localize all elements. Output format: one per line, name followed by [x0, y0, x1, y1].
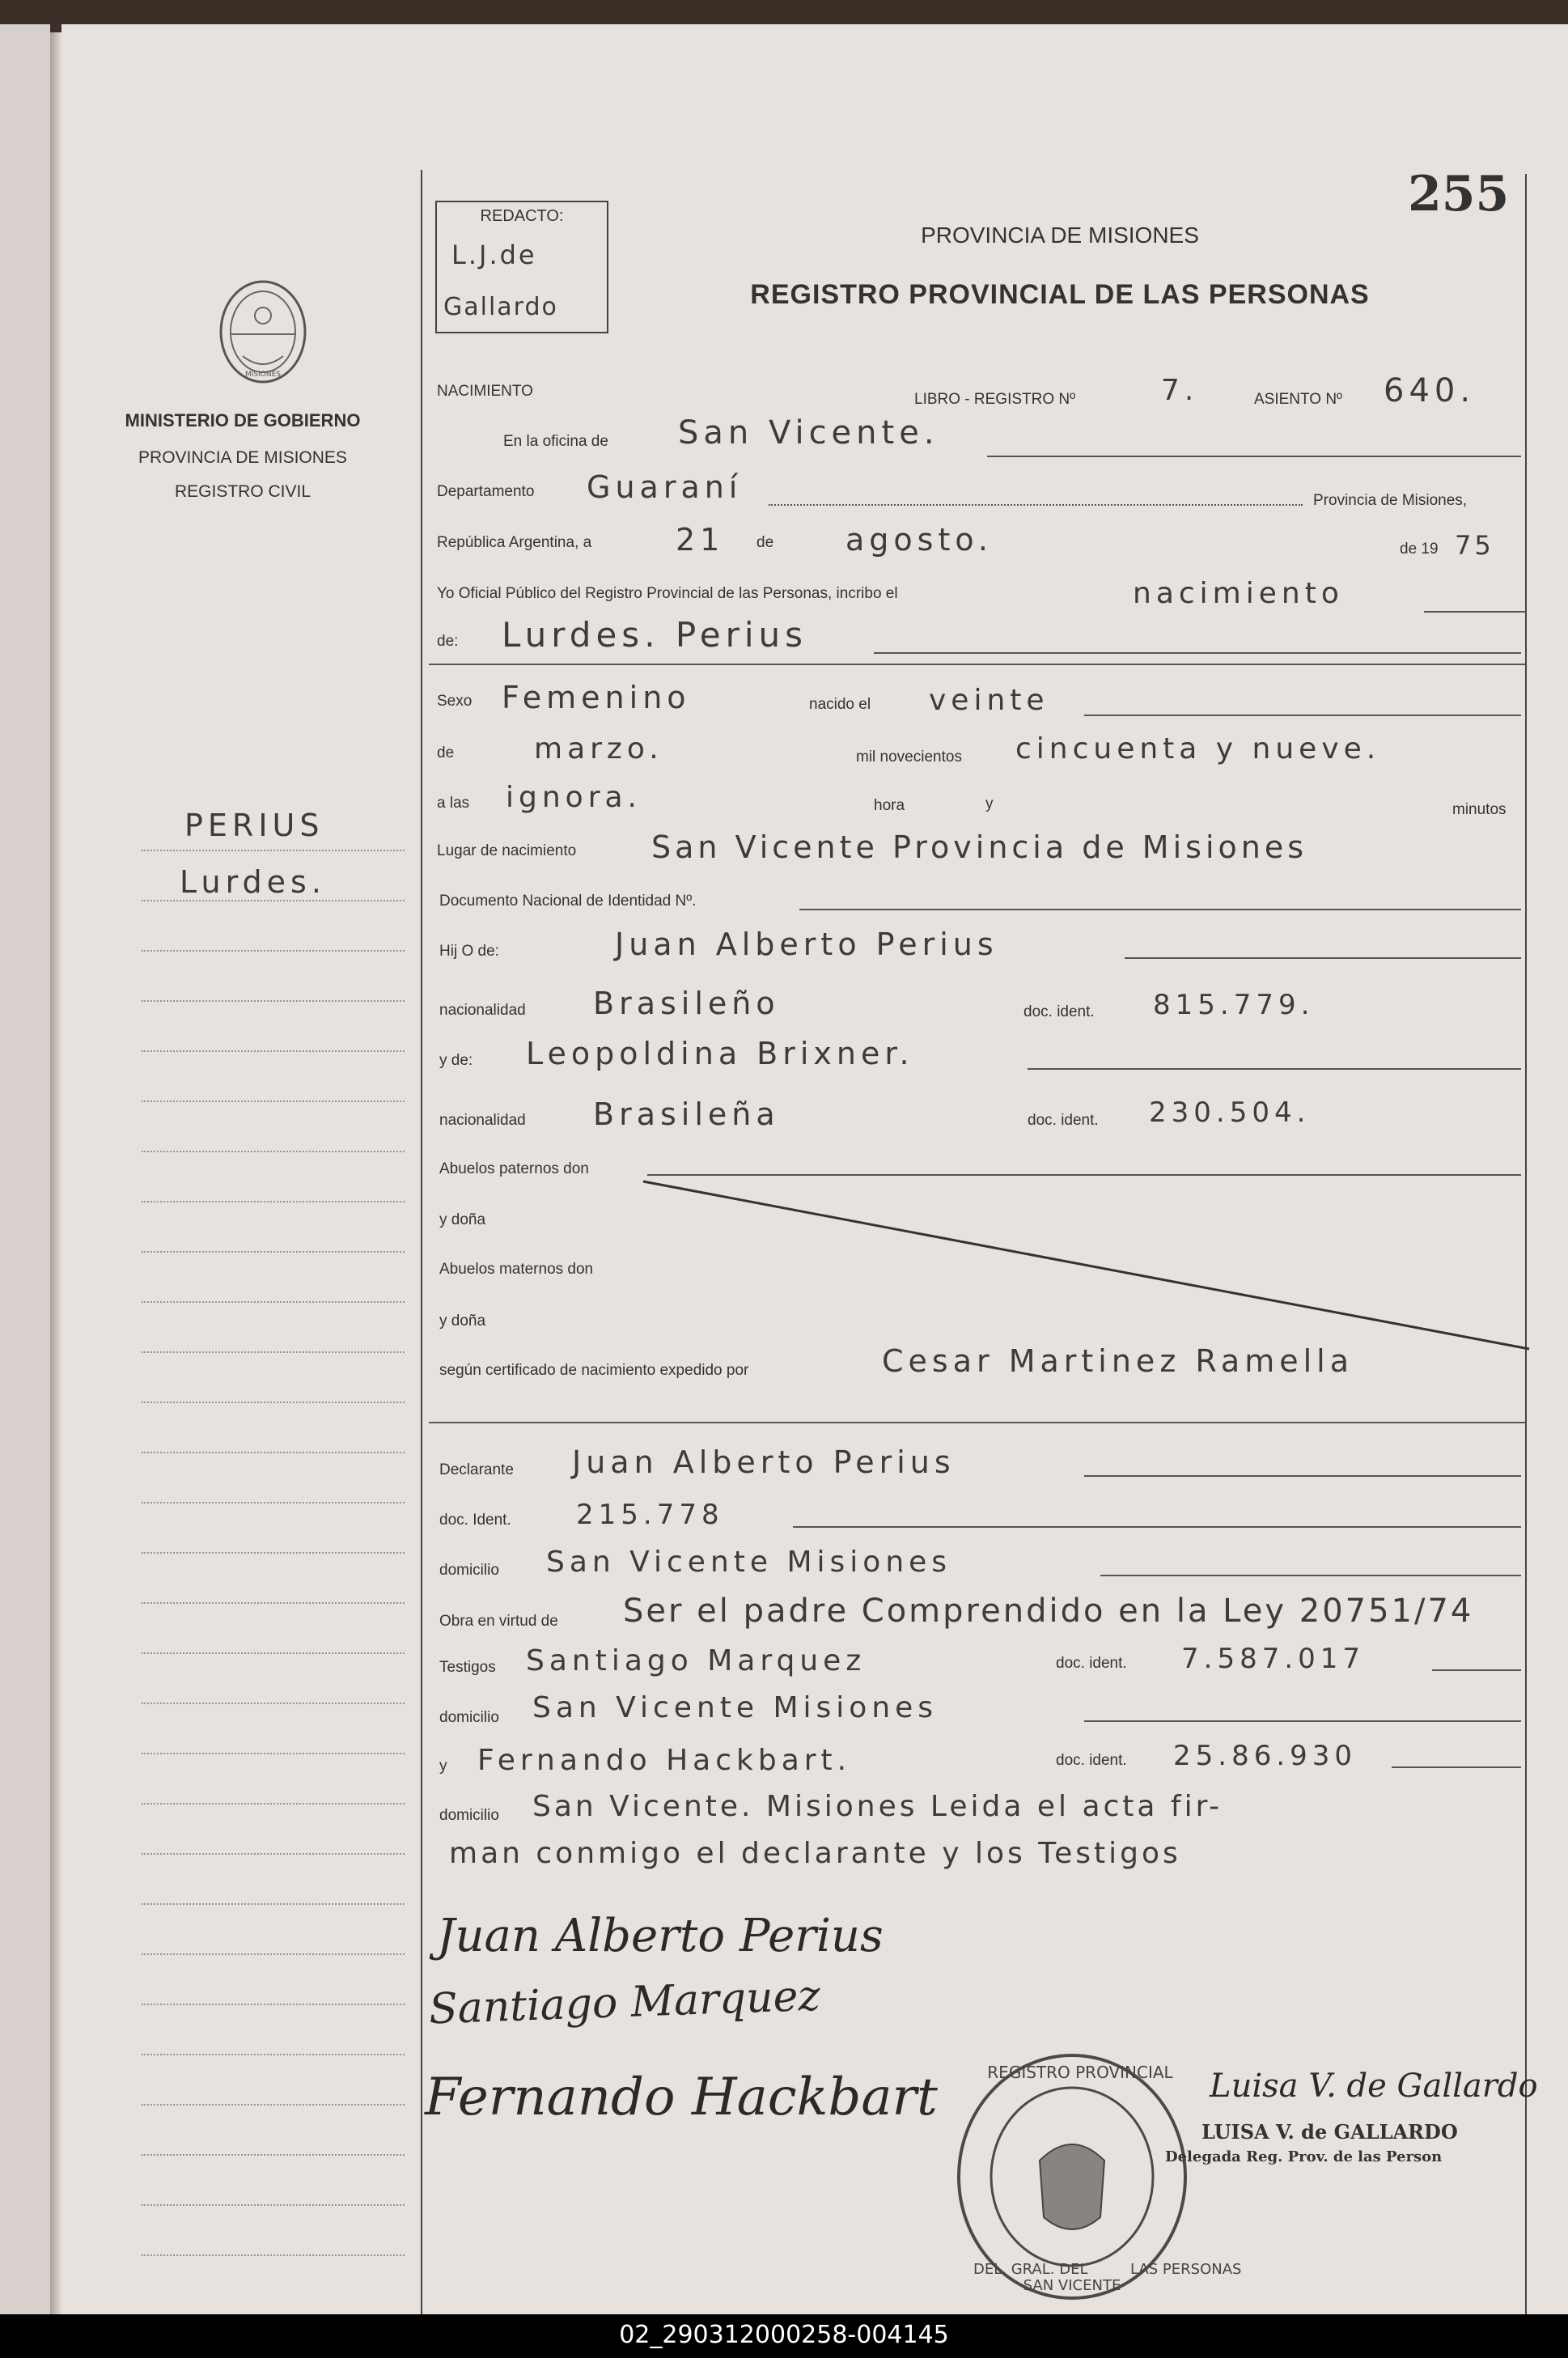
declarante-doc-value: 215.778	[576, 1499, 724, 1531]
registry-heading: REGISTRO PROVINCIAL DE LAS PERSONAS	[750, 279, 1370, 310]
svg-text:REGISTRO PROVINCIAL: REGISTRO PROVINCIAL	[987, 2063, 1173, 2082]
declarante-dom-line	[1100, 1575, 1521, 1576]
redacto-line1: L.J.de	[451, 240, 537, 270]
de-mes-label: de	[437, 744, 455, 761]
obra-value: Ser el padre Comprendido en la Ley 20751/74	[623, 1592, 1474, 1630]
nacido-line	[1084, 715, 1521, 716]
margin-rule-line	[142, 1753, 405, 1754]
madre-line	[1028, 1068, 1521, 1070]
inscribo-line	[1424, 611, 1525, 613]
margin-rule-line	[142, 1853, 405, 1855]
testigos-label: Testigos	[439, 1659, 496, 1676]
testigo2-doc-label: doc. ident.	[1056, 1752, 1127, 1769]
declarante-dom-label: domicilio	[439, 1562, 499, 1579]
departamento-value: Guaraní	[587, 469, 743, 505]
nacido-value: veinte	[929, 684, 1049, 717]
margin-rule-line	[142, 1050, 405, 1052]
mil-label: mil novecientos	[856, 749, 962, 766]
image-caption: 02_290312000258-004145	[619, 2321, 949, 2349]
margin-rule-line	[142, 950, 405, 952]
declarante-doc-label: doc. Ident.	[439, 1512, 511, 1529]
testigo1-dom-line	[1084, 1720, 1521, 1722]
official-name: LUISA V. de GALLARDO	[1201, 2120, 1458, 2144]
signature-testigo1: Santiago Marquez	[428, 1971, 821, 2034]
nacimiento-label: NACIMIENTO	[437, 383, 533, 400]
svg-text:MISIONES: MISIONES	[244, 371, 282, 379]
ministry-province: PROVINCIA DE MISIONES	[138, 448, 347, 467]
ministry-title: MINISTERIO DE GOBIERNO	[125, 410, 361, 430]
margin-rule-line	[142, 1402, 405, 1403]
nombre-value: Lurdes. Perius	[502, 615, 807, 655]
testigo2-y-label: y	[439, 1758, 447, 1775]
obra-label: Obra en virtud de	[439, 1613, 558, 1630]
testigo1-line	[1432, 1669, 1521, 1671]
ministry-registry: REGISTRO CIVIL	[174, 482, 311, 501]
page-number: 255	[1408, 166, 1510, 223]
mes-nac-value: marzo.	[534, 732, 663, 766]
margin-rule-line	[142, 2154, 405, 2156]
madre-value: Leopoldina Brixner.	[526, 1036, 914, 1071]
margin-rule-line	[142, 1251, 405, 1253]
margin-rule-line	[142, 1000, 405, 1002]
abuela-paterna-label: y doña	[439, 1211, 486, 1228]
oficina-label: En la oficina de	[503, 433, 608, 450]
hora-value: ignora.	[506, 781, 642, 814]
certificado-label: según certificado de nacimiento expedido por	[439, 1362, 749, 1379]
padre-doc-value: 815.779.	[1153, 989, 1315, 1021]
abuela-materna-label: y doña	[439, 1313, 486, 1330]
margin-rule-line	[142, 1803, 405, 1805]
anio-nac-value: cincuenta y nueve.	[1015, 732, 1381, 766]
official-title: Delegada Reg. Prov. de las Person	[1165, 2148, 1443, 2165]
departamento-line	[769, 504, 1303, 506]
anio-value: 75	[1455, 530, 1494, 561]
minutos-label: minutos	[1452, 801, 1507, 818]
republica-label: República Argentina, a	[437, 534, 592, 551]
libro-value: 7.	[1161, 374, 1199, 407]
de-label: de	[756, 534, 774, 551]
svg-text:DEL. GRAL. DEL: DEL. GRAL. DEL	[973, 2261, 1088, 2278]
margin-rule-line	[142, 1552, 405, 1554]
official-handwritten-signature: Luisa V. de Gallardo	[1210, 2067, 1538, 2105]
sexo-value: Femenino	[502, 680, 691, 715]
madre-doc-label: doc. ident.	[1028, 1112, 1099, 1129]
madre-doc-value: 230.504.	[1149, 1096, 1311, 1129]
nombre-underline	[429, 664, 1525, 665]
margin-note-surname: PERIUS	[184, 808, 324, 843]
signature-testigo2: Fernando Hackbart	[425, 2067, 938, 2127]
margin-rule-line	[142, 850, 405, 851]
testigo2-value: Fernando Hackbart.	[477, 1744, 852, 1777]
margin-rule-line	[142, 2254, 405, 2256]
registry-seal-icon	[951, 2031, 1242, 2306]
svg-text:LAS PERSONAS: LAS PERSONAS	[1130, 2261, 1242, 2278]
testigo1-doc-value: 7.587.017	[1181, 1643, 1366, 1675]
libro-label: LIBRO - REGISTRO Nº	[914, 391, 1076, 408]
testigo1-value: Santiago Marquez	[526, 1644, 867, 1677]
testigo2-line	[1392, 1766, 1521, 1768]
svg-text:SAN VICENTE: SAN VICENTE	[1023, 2277, 1121, 2294]
book-spine	[50, 32, 61, 2314]
margin-divider	[421, 170, 422, 2314]
left-page-edge	[0, 24, 50, 2314]
y-hora-label: y	[985, 795, 994, 812]
margin-rule-line	[142, 1201, 405, 1202]
abuelos-paternos-label: Abuelos paternos don	[439, 1160, 589, 1177]
official-stamp	[951, 2031, 1242, 2306]
declarante-doc-line	[793, 1526, 1521, 1528]
abuelos-paternos-line	[647, 1174, 1521, 1176]
nacido-label: nacido el	[809, 696, 871, 713]
testigo1-dom-value: San Vicente Misiones	[532, 1691, 939, 1724]
margin-rule-line	[142, 1903, 405, 1905]
argentina-seal-icon	[206, 271, 320, 392]
margin-rule-line	[142, 1101, 405, 1102]
mes-value: agosto.	[845, 522, 994, 558]
padre-line	[1125, 957, 1521, 959]
hora-label: hora	[874, 797, 905, 814]
declarante-dom-value: San Vicente Misiones	[546, 1546, 952, 1579]
oficina-line	[987, 456, 1521, 457]
margin-rule-line	[142, 1953, 405, 1955]
certificado-value: Cesar Martinez Ramella	[882, 1343, 1354, 1379]
madre-nac-value: Brasileña	[593, 1096, 780, 1132]
margin-rule-line	[142, 1652, 405, 1654]
madre-yde-label: y de:	[439, 1052, 473, 1069]
anio-label: de 19	[1400, 541, 1439, 558]
departamento-label: Departamento	[437, 483, 535, 500]
testigo1-doc-label: doc. ident.	[1056, 1655, 1127, 1672]
abuelos-maternos-label: Abuelos maternos don	[439, 1261, 594, 1278]
testigo2-dom-value: San Vicente. Misiones Leida el acta fir-	[532, 1790, 1223, 1823]
oficina-value: San Vicente.	[678, 414, 939, 452]
margin-rule-line	[142, 1301, 405, 1303]
margin-rule-line	[142, 900, 405, 901]
testigo2-dom-label: domicilio	[439, 1807, 499, 1824]
padre-doc-label: doc. ident.	[1023, 1003, 1095, 1020]
dni-line	[799, 909, 1521, 910]
redacto-label: REDACTO:	[480, 207, 564, 225]
margin-rule-line	[142, 2054, 405, 2055]
asiento-label: ASIENTO Nº	[1254, 391, 1342, 408]
madre-nac-label: nacionalidad	[439, 1112, 526, 1129]
redacto-line2: Gallardo	[443, 293, 558, 321]
redacto-box	[435, 201, 608, 333]
provincia-label: Provincia de Misiones,	[1313, 492, 1468, 509]
declarante-line	[1084, 1475, 1521, 1477]
nombre-line	[874, 652, 1521, 654]
margin-rule-line	[142, 1703, 405, 1704]
margin-rule-line	[142, 2004, 405, 2005]
cancel-diagonal-line	[639, 1177, 1537, 1355]
margin-rule-line	[142, 1602, 405, 1604]
lugar-value: San Vicente Provincia de Misiones	[651, 829, 1308, 865]
margin-rule-line	[142, 1452, 405, 1453]
margin-note-name: Lurdes.	[180, 864, 326, 900]
testigo2-doc-value: 25.86.930	[1173, 1740, 1358, 1772]
testigo1-dom-label: domicilio	[439, 1709, 499, 1726]
asiento-value: 640.	[1384, 372, 1476, 409]
padre-value: Juan Alberto Perius	[615, 927, 998, 962]
declarante-label: Declarante	[439, 1461, 514, 1478]
ministry-seal	[206, 271, 320, 392]
inscribo-value: nacimiento	[1133, 577, 1344, 610]
certificado-underline	[429, 1422, 1525, 1423]
dni-label: Documento Nacional de Identidad Nº.	[439, 893, 697, 910]
closing-value: man conmigo el declarante y los Testigos	[449, 1837, 1181, 1870]
yo-label: Yo Oficial Público del Registro Provincial de las Personas, incribo el	[437, 585, 898, 602]
sexo-label: Sexo	[437, 693, 473, 710]
province-heading: PROVINCIA DE MISIONES	[921, 223, 1199, 248]
padre-nac-value: Brasileño	[593, 986, 780, 1021]
nombre-de-label: de:	[437, 633, 459, 650]
a-las-label: a las	[437, 795, 470, 812]
margin-rule-line	[142, 1502, 405, 1503]
lugar-label: Lugar de nacimiento	[437, 842, 577, 859]
padre-nac-label: nacionalidad	[439, 1002, 526, 1019]
margin-rule-line	[142, 2204, 405, 2206]
signature-declarante: Juan Alberto Perius	[437, 1910, 884, 1962]
dia-value: 21	[676, 522, 725, 558]
margin-rule-line	[142, 1151, 405, 1152]
hijo-label: Hij O de:	[439, 943, 499, 960]
margin-rule-line	[142, 2104, 405, 2106]
declarante-value: Juan Alberto Perius	[572, 1444, 956, 1480]
margin-rule-line	[142, 1351, 405, 1353]
